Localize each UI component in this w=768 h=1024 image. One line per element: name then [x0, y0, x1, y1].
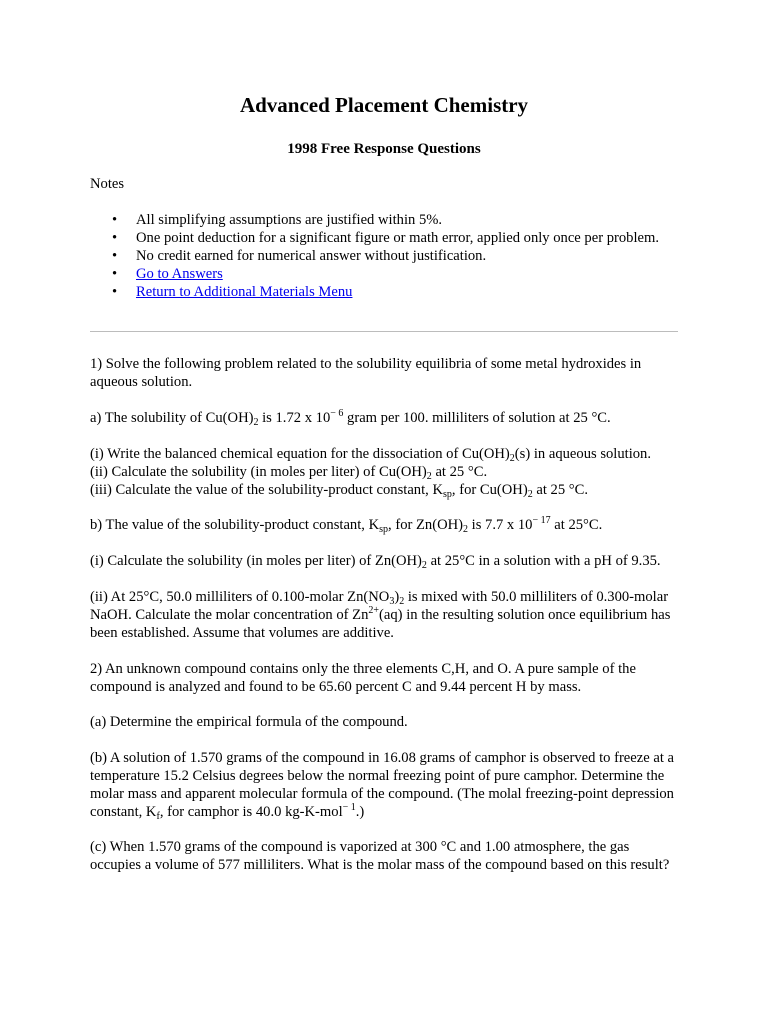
q1-part-b-i: (i) Calculate the solubility (in moles per liter) of $Zn(OH)_2$ at 25°C in a solution with a pH of 9.35. [90, 553, 661, 571]
q1-part-b-ii: (ii) At 25°C, 50.0 milliliters of 0.100-molar $Zn(NO_3)_2$ is mixed with 50.0 milliliters of 0.300-molar NaOH. Calculate the molar concentration of $Zn^{2+}(aq)$ in the resulting solution once equilibrium has been established. Assume that volumes are additive. [90, 589, 671, 641]
q2-intro: 2) An unknown compound contains only the three elements C,H, and O. A pure sample of the compound is analyzed and found to be 65.60 percent C and 9.44 percent H by mass. [90, 661, 636, 695]
q1-part-a-i: (i) Write the balanced chemical equation for the dissociation of $Cu(OH)_2(s)$ in aqueous solution. [90, 446, 651, 464]
q2-part-a: (a) Determine the empirical formula of the compound. [90, 714, 408, 730]
note-item: • One point deduction for a significant figure or math error, applied only once per problem. [136, 229, 659, 247]
q2-part-c: (c) When 1.570 grams of the compound is vaporized at 300 °C and 1.00 atmosphere, the gas occupies a volume of 577 milliliters. What is the molar mass of the compound based on this result? [90, 839, 670, 873]
q1-intro: 1) Solve the following problem related to the solubility equilibria of some metal hydroxides in aqueous solution. [90, 356, 642, 390]
q1-part-b: b) The value of the solubility-product constant, $K_{sp}$, for $Zn(OH)_2$ is 7.7 x $10^{- 17}$ at 25°C. [90, 515, 603, 535]
q1-part-a-iii: (iii) Calculate the value of the solubility-product constant, $K_{sp}$, for $Cu(OH)_2$ at 25 °C. [90, 482, 588, 500]
notes-label: Notes [90, 176, 125, 192]
note-item: • No credit earned for numerical answer without justification. [136, 247, 659, 265]
page-subtitle: 1998 Free Response Questions [287, 141, 481, 157]
horizontal-divider [90, 331, 678, 332]
q1-part-a: a) The solubility of $Cu(OH)_2$ is 1.72 x $10^{- 6}$ gram per 100. milliliters of solution at 25 °C. [90, 408, 611, 428]
go-to-answers-link[interactable]: Go to Answers [136, 266, 223, 282]
page-title: Advanced Placement Chemistry [239, 93, 529, 117]
q1-part-a-ii: (ii) Calculate the solubility (in moles per liter) of $Cu(OH)_2$ at 25 °C. [90, 464, 488, 482]
note-item: • All simplifying assumptions are justified within 5%. [136, 211, 659, 229]
q2-part-b: (b) A solution of 1.570 grams of the compound in 16.08 grams of camphor is observed to freeze at a temperature 15.2 Celsius degrees below the normal freezing point of pure camphor. Determine the molar mass and apparent molecular formula of the compound. (The molal freezing-point depression constant, $K_f$, for camphor is 40.0 kg-K-mol$^{- 1}$.) [90, 750, 675, 822]
note-item [136, 283, 659, 301]
return-to-menu-link[interactable]: Return to Additional Materials Menu [136, 284, 353, 300]
notes-list [90, 211, 659, 301]
note-item [136, 265, 659, 283]
